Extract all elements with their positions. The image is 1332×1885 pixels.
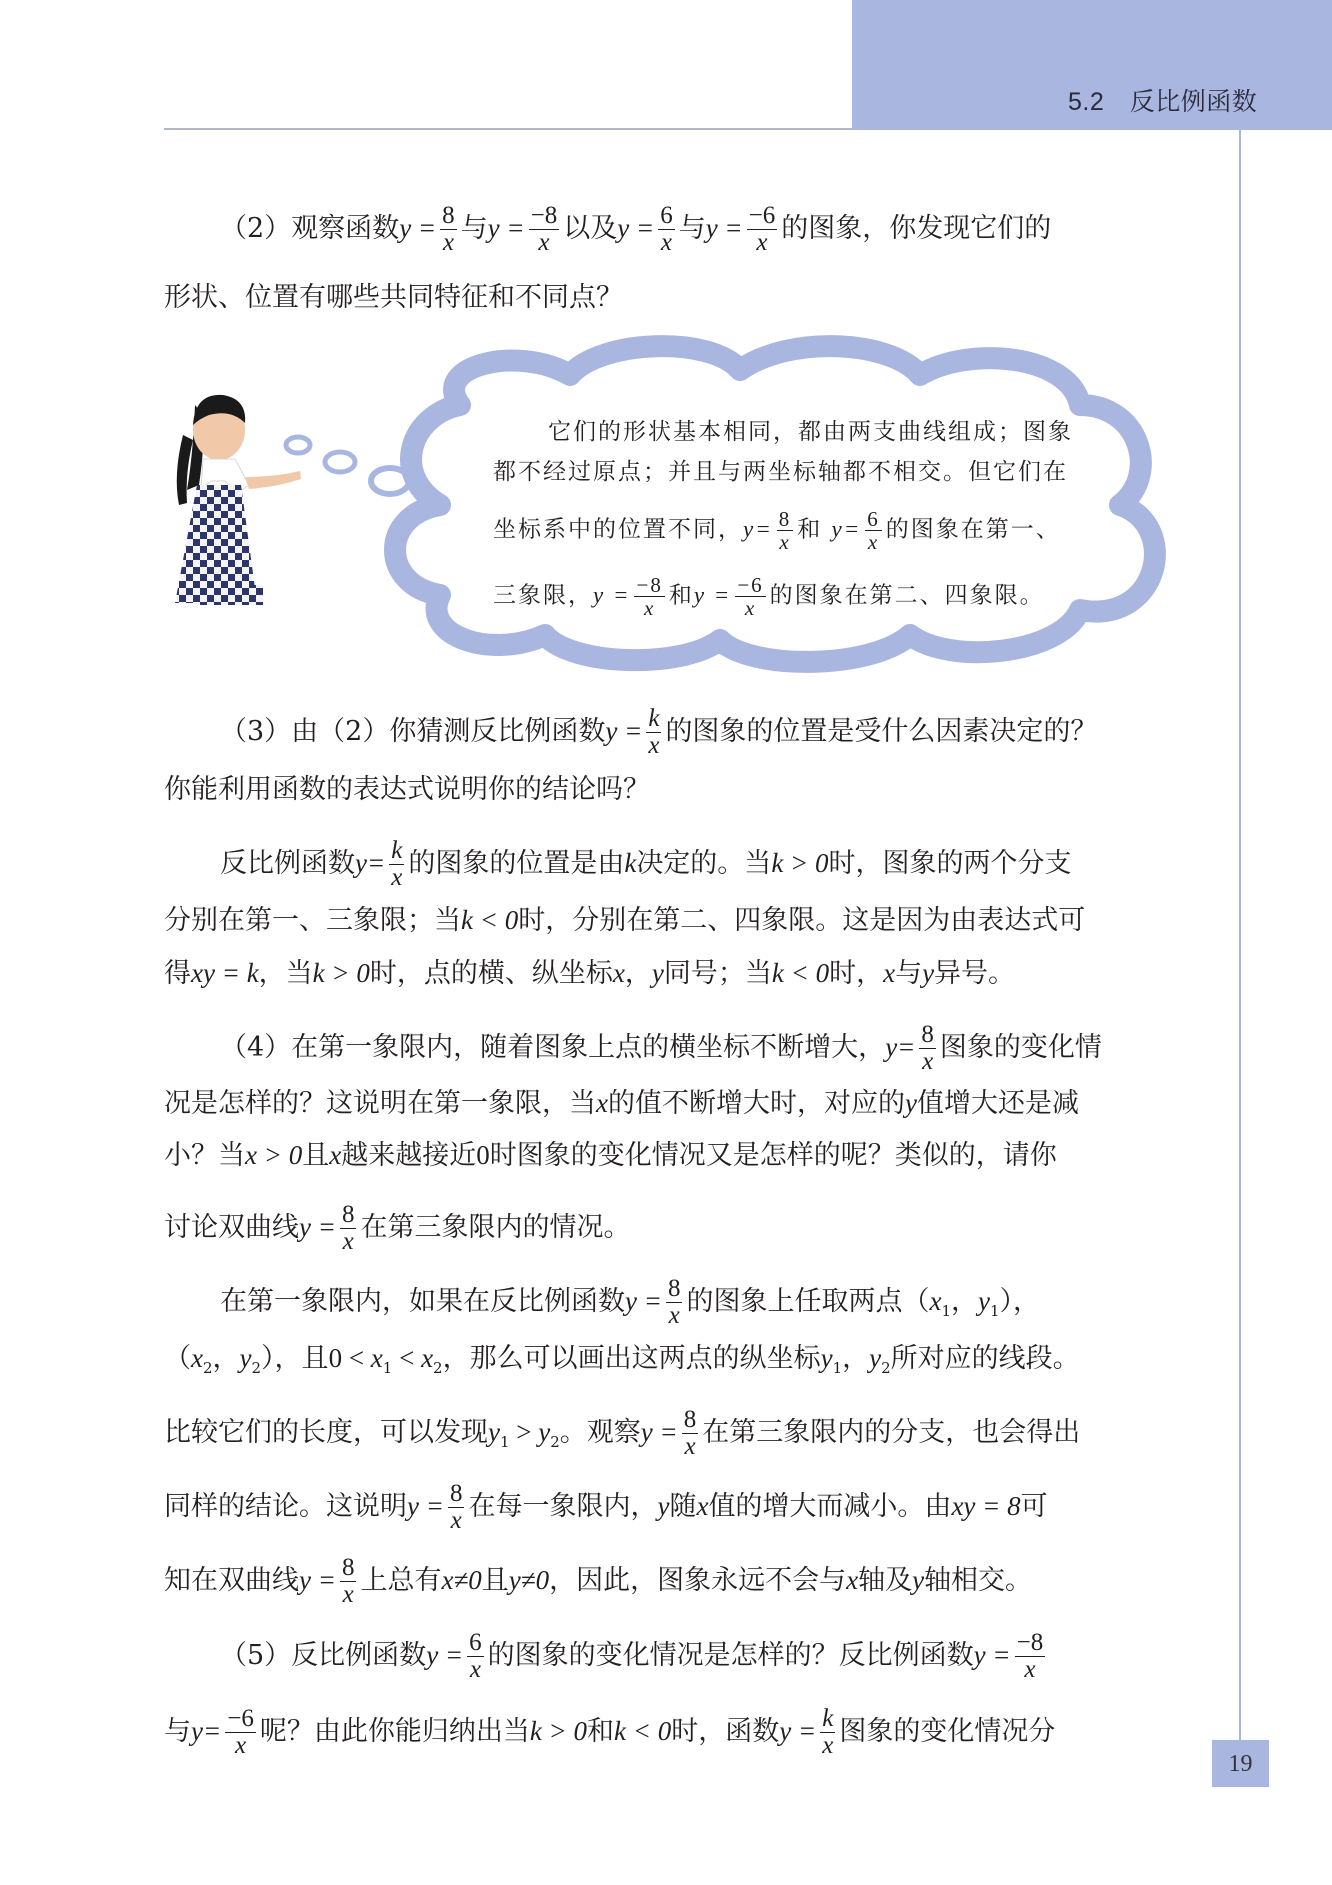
header-rule xyxy=(164,128,852,130)
p4-line4: 同样的结论。这说明y = $\frac{8}{x}$ 在每一象限内，y随x值的增大而减小。由xy = 8可 xyxy=(164,1480,1048,1534)
p3-line1: 反比例函数y= $\frac{k}{x}$ 的图象的位置是由k决定的。当k > 0时，图象的两个分支 xyxy=(220,837,1072,891)
p3-line2: 分别在第一、三象限；当k < 0时，分别在第二、四象限。这是因为由表达式可 xyxy=(164,905,1086,936)
bubble-line1: 它们的形状基本相同，都由两支曲线组成；图象 xyxy=(548,419,1073,445)
q2-line1: （2）观察函数y = $\frac{8}{x}$ 与y = $\frac{-8}{x}$ 以及y = $\frac{6}{x}$ 与y = $\frac{-6}{x}$ 的图象，你发现它们的 xyxy=(220,202,1052,256)
q3-line2: 你能利用函数的表达式说明你的结论吗？ xyxy=(164,774,650,805)
side-rule xyxy=(1239,130,1241,1740)
fraction-8-over-x: $\frac{8}{x}$ xyxy=(442,202,455,256)
q4-line1: （4）在第一象限内，随着图象上点的横坐标不断增大，y= $\frac{8}{x}$ 图象的变化情 xyxy=(220,1021,1102,1075)
fraction-neg8-over-x: $\frac{-8}{x}$ xyxy=(530,202,558,256)
q5-line2: 与y= $\frac{-6}{x}$ 呢？由此你能归纳出当k > 0和k < 0时，函数y = $\frac{k}{x}$ 图象的变化情况分 xyxy=(164,1705,1056,1759)
p3-line3: 得xy = k，当k > 0时，点的横、纵坐标x，y同号；当k < 0时，x与y异号。 xyxy=(164,958,1016,989)
section-title: 5.2 反比例函数 xyxy=(1068,88,1258,116)
q4-line2: 况是怎样的？这说明在第一象限，当x的值不断增大时，对应的y值增大还是减 xyxy=(164,1088,1079,1119)
q5-line1: （5）反比例函数y = $\frac{6}{x}$ 的图象的变化情况是怎样的？反比例函数y = $\frac{-8}{x}$ xyxy=(220,1629,1044,1683)
thought-bubble xyxy=(280,335,1215,675)
bubble-line2: 都不经过原点；并且与两坐标轴都不相交。但它们在 xyxy=(493,459,1068,485)
q2-line2: 形状、位置有哪些共同特征和不同点？ xyxy=(164,282,623,313)
q4-line4: 讨论双曲线y = $\frac{8}{x}$ 在第三象限内的情况。 xyxy=(164,1201,631,1255)
page-number: 19 xyxy=(1228,1751,1253,1777)
p4-line3: 比较它们的长度，可以发现$y_1 > y_2$。观察y = $\frac{8}{x}$ 在第三象限内的分支，也会得出 xyxy=(164,1406,1081,1460)
fraction-neg6-over-x: $\frac{-6}{x}$ xyxy=(748,202,776,256)
bubble-line4: 三象限，y = $\frac{-8}{x}$ 和y = $\frac{-6}{x}$ 的图象在第二、四象限。 xyxy=(493,573,1045,620)
p4-line5: 知在双曲线y = $\frac{8}{x}$ 上总有x≠0且y≠0，因此，图象永远不会与x轴及y轴相交。 xyxy=(164,1554,1033,1608)
page-number-box xyxy=(1212,1740,1269,1787)
p4-line2: （$x_2$，$y_2$），且$0 < x_1 < x_2$，那么可以画出这两点的纵坐标$y_1$，$y_2$所对应的线段。 xyxy=(164,1343,1080,1377)
q4-line3: 小？当x > 0且x越来越接近0时图象的变化情况又是怎样的呢？类似的，请你 xyxy=(164,1140,1057,1171)
q3-line1: （3）由（2）你猜测反比例函数y = $\frac{k}{x}$ 的图象的位置是受什么因素决定的？ xyxy=(220,705,1098,759)
bubble-line3: 坐标系中的位置不同，y= $\frac{8}{x}$ 和 y= $\frac{6}{x}$ 的图象在第一、 xyxy=(493,507,1061,554)
p4-line1: 在第一象限内，如果在反比例函数y = $\frac{8}{x}$ 的图象上任取两点（$x_1$，$y_1$）， xyxy=(220,1275,1041,1329)
fraction-6-over-x: $\frac{6}{x}$ xyxy=(660,202,673,256)
